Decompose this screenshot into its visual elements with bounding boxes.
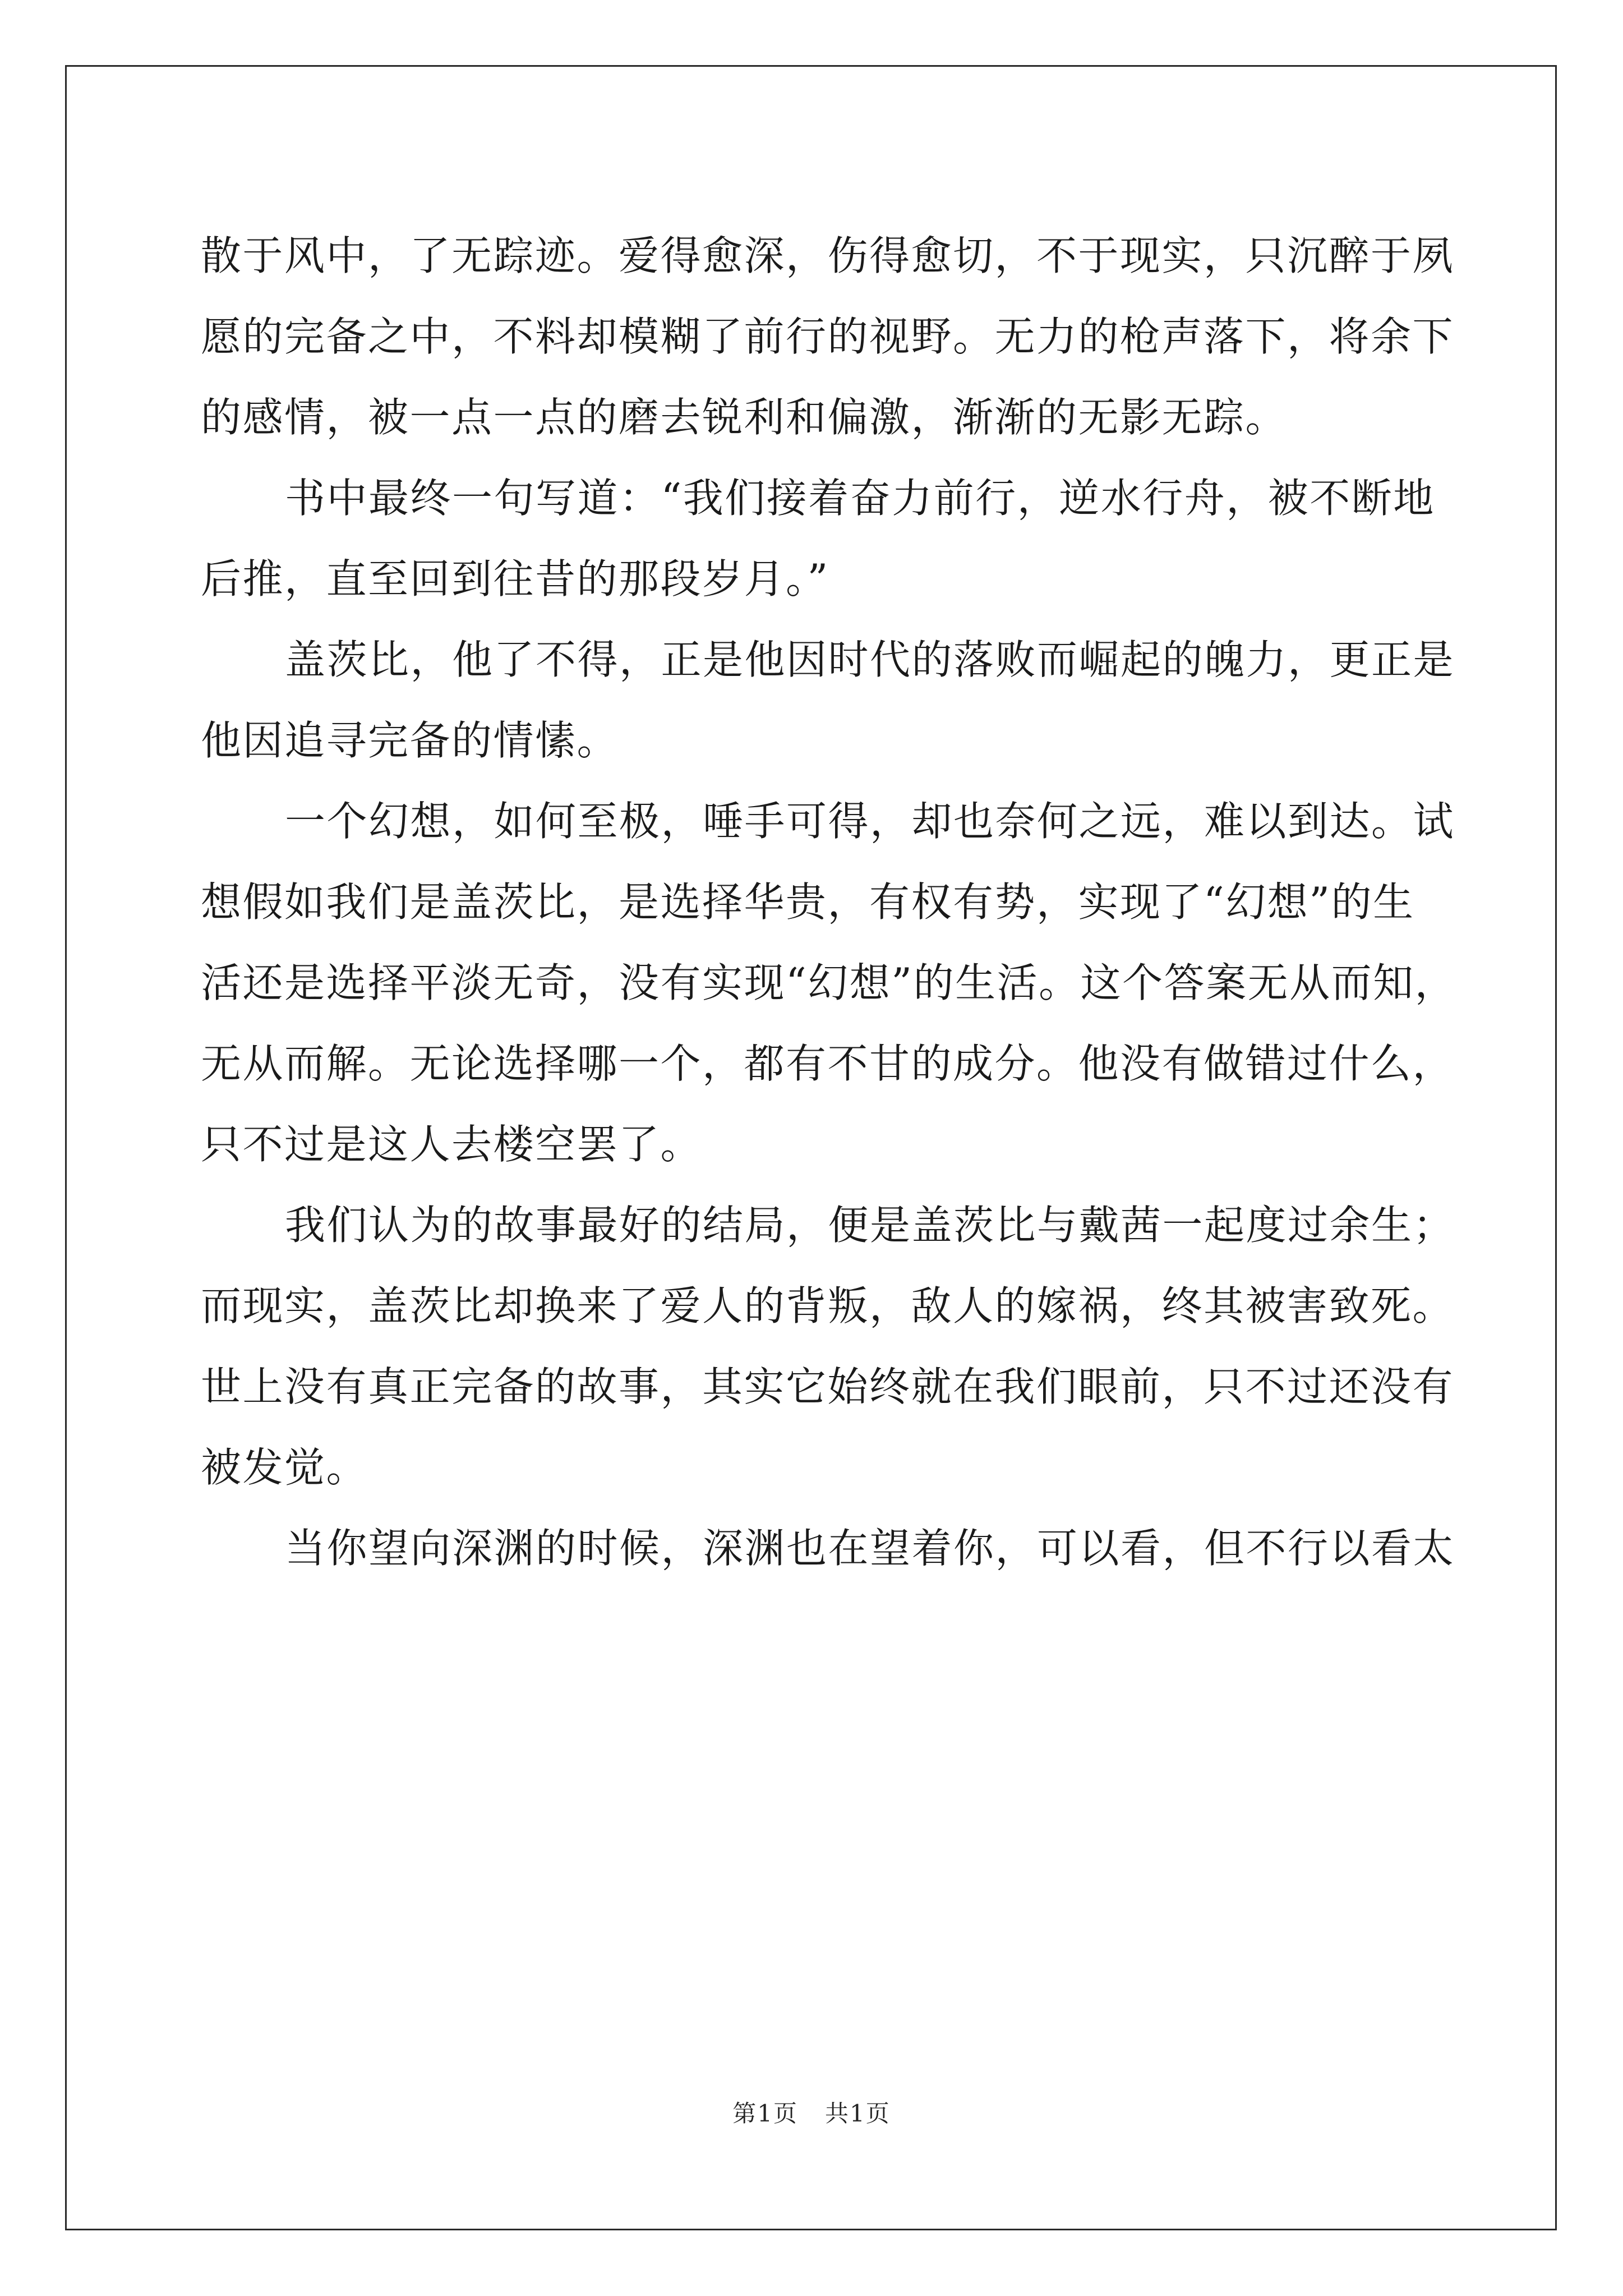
paragraph: [201, 1508, 1455, 1589]
text-line: 盖茨比，他了不得，正是他因时代的落败而崛起的魄力，更正是: [285, 636, 1455, 683]
page-number: 第1页: [732, 2100, 798, 2127]
text-line: 散于风中，了无踪迹。爱得愈深，伤得愈切，不于现实，只沉醉于夙: [201, 232, 1455, 279]
paragraph: [201, 781, 1457, 1185]
text-line: 的感情，被一点一点的磨去锐利和偏激，渐渐的无影无踪。: [201, 394, 1288, 441]
paragraph: [201, 1185, 1455, 1508]
text-line: 世上没有真正完备的故事，其实它始终就在我们眼前，只不过还没有: [201, 1363, 1455, 1410]
text-line: 我们认为的故事最好的结局，便是盖茨比与戴茜一起度过余生；: [285, 1202, 1455, 1249]
text-line: 当你望向深渊的时候，深渊也在望着你，可以看，但不行以看太: [285, 1525, 1455, 1572]
text-line: 只不过是这人去楼空罢了。: [201, 1121, 703, 1168]
text-line: 愿的完备之中，不料却模糊了前行的视野。无力的枪声落下，将余下: [201, 313, 1455, 360]
paragraph: [201, 619, 1455, 781]
text-line: 被发觉。: [201, 1444, 368, 1491]
text-line: 活还是选择平淡无奇，没有实现“幻想”的生活。这个答案无从而知，: [201, 959, 1457, 1006]
text-line: 一个幻想，如何至极，唾手可得，却也奈何之远，难以到达。试: [285, 798, 1455, 845]
paragraph: [201, 215, 1455, 458]
page-footer: [0, 2095, 1623, 2129]
text-line: 书中最终一句写道：“我们接着奋力前行，逆水行舟，被不断地: [285, 475, 1435, 522]
text-line: 后推，直至回到往昔的那段岁月。”: [201, 555, 829, 602]
text-line: 而现实，盖茨比却换来了爱人的背叛，敌人的嫁祸，终其被害致死。: [201, 1282, 1455, 1329]
document-body: [201, 215, 1457, 1589]
text-line: 无从而解。无论选择哪一个，都有不甘的成分。他没有做错过什么，: [201, 1040, 1455, 1087]
text-line: 他因追寻完备的情愫。: [201, 717, 619, 764]
page-total: 共1页: [825, 2100, 891, 2127]
text-line: 想假如我们是盖茨比，是选择华贵，有权有势，实现了“幻想”的生: [201, 878, 1415, 926]
paragraph: [201, 458, 1435, 619]
